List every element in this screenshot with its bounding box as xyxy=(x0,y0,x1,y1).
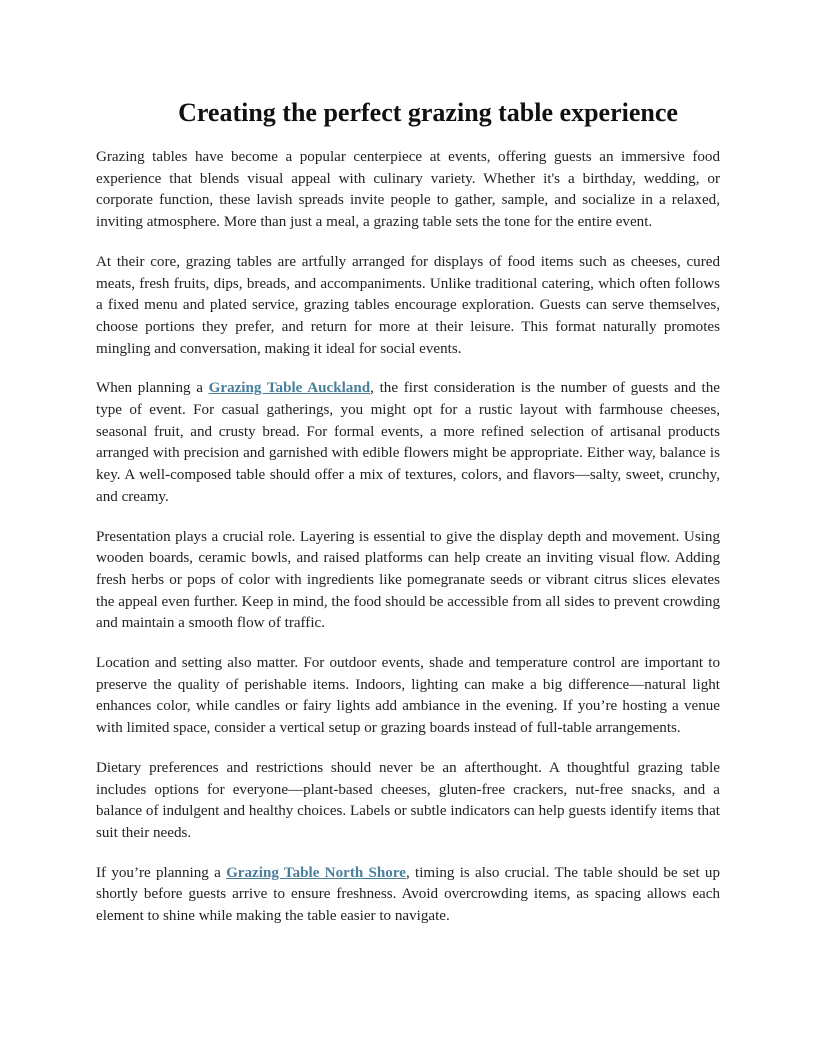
paragraph-planning-text-after: , the first consideration is the number of guests and the type of event. For casual gatherings, you might opt for a rustic layout with farmhouse cheeses, seasonal fruit, and crusty bread. For formal events, a more refined selection of artisanal products arranged with precision and garnished with edible flowers might be appropriate. Either way, balance is key. A well-composed table should offer a mix of textures, colors, and flavors—salty, sweet, crunchy, and creamy. xyxy=(96,380,720,505)
page-title: Creating the perfect grazing table experience xyxy=(178,98,678,127)
paragraph-timing-text-before: If you’re planning a xyxy=(96,864,227,881)
paragraph-location: Location and setting also matter. For outdoor events, shade and temperature control are important to preserve the quality of perishable items. Indoors, lighting can make a big difference—natural light enhances color, while candles or fairy lights add ambiance in the evening. If you’re hosting a venue with limited space, consider a vertical setup or grazing boards instead of full-table arrangements. xyxy=(96,655,720,737)
paragraph-timing xyxy=(96,863,720,928)
grazing-table-auckland-link[interactable]: Grazing Table Auckland xyxy=(208,380,371,397)
paragraph-core: At their core, grazing tables are artfully arranged for displays of food items such as cheeses, cured meats, fresh fruits, dips, breads, and accompaniments. Unlike traditional catering, which often follows a fixed menu and plated service, grazing tables encourage exploration. Guests can serve themselves, choose portions they prefer, and return for more at their leisure. This format naturally promotes mingling and conversation, making it ideal for social events. xyxy=(96,253,720,357)
paragraph-intro: Grazing tables have become a popular centerpiece at events, offering guests an immersive food experience that blends visual appeal with culinary variety. Whether it's a birthday, wedding, or corporate function, these lavish spreads invite people to gather, sample, and socialize in a relaxed, inviting atmosphere. More than just a meal, a grazing table sets the tone for the entire event. xyxy=(96,149,720,231)
paragraph-planning-text-before: When planning a xyxy=(96,380,209,397)
paragraph-planning xyxy=(96,378,720,508)
article-body xyxy=(96,147,720,946)
grazing-table-north-shore-link[interactable]: Grazing Table North Shore xyxy=(226,864,406,881)
paragraph-presentation: Presentation plays a crucial role. Layering is essential to give the display depth and movement. Using wooden boards, ceramic bowls, and raised platforms can help create an inviting visual flow. Adding fresh herbs or pops of color with ingredients like pomegranate seeds or vibrant citrus slices elevates the appeal even further. Keep in mind, the food should be accessible from all sides to prevent crowding and maintain a smooth flow of traffic. xyxy=(96,528,720,632)
paragraph-timing-text-after: , timing is also crucial. The table should be set up shortly before guests arrive to ensure freshness. Avoid overcrowding items, as spacing allows each element to shine while making the table easier to navigate. xyxy=(96,864,720,925)
paragraph-dietary: Dietary preferences and restrictions should never be an afterthought. A thoughtful grazing table includes options for everyone—plant-based cheeses, gluten-free crackers, nut-free snacks, and a balance of indulgent and healthy choices. Labels or subtle indicators can help guests identify items that suit their needs. xyxy=(96,759,720,841)
